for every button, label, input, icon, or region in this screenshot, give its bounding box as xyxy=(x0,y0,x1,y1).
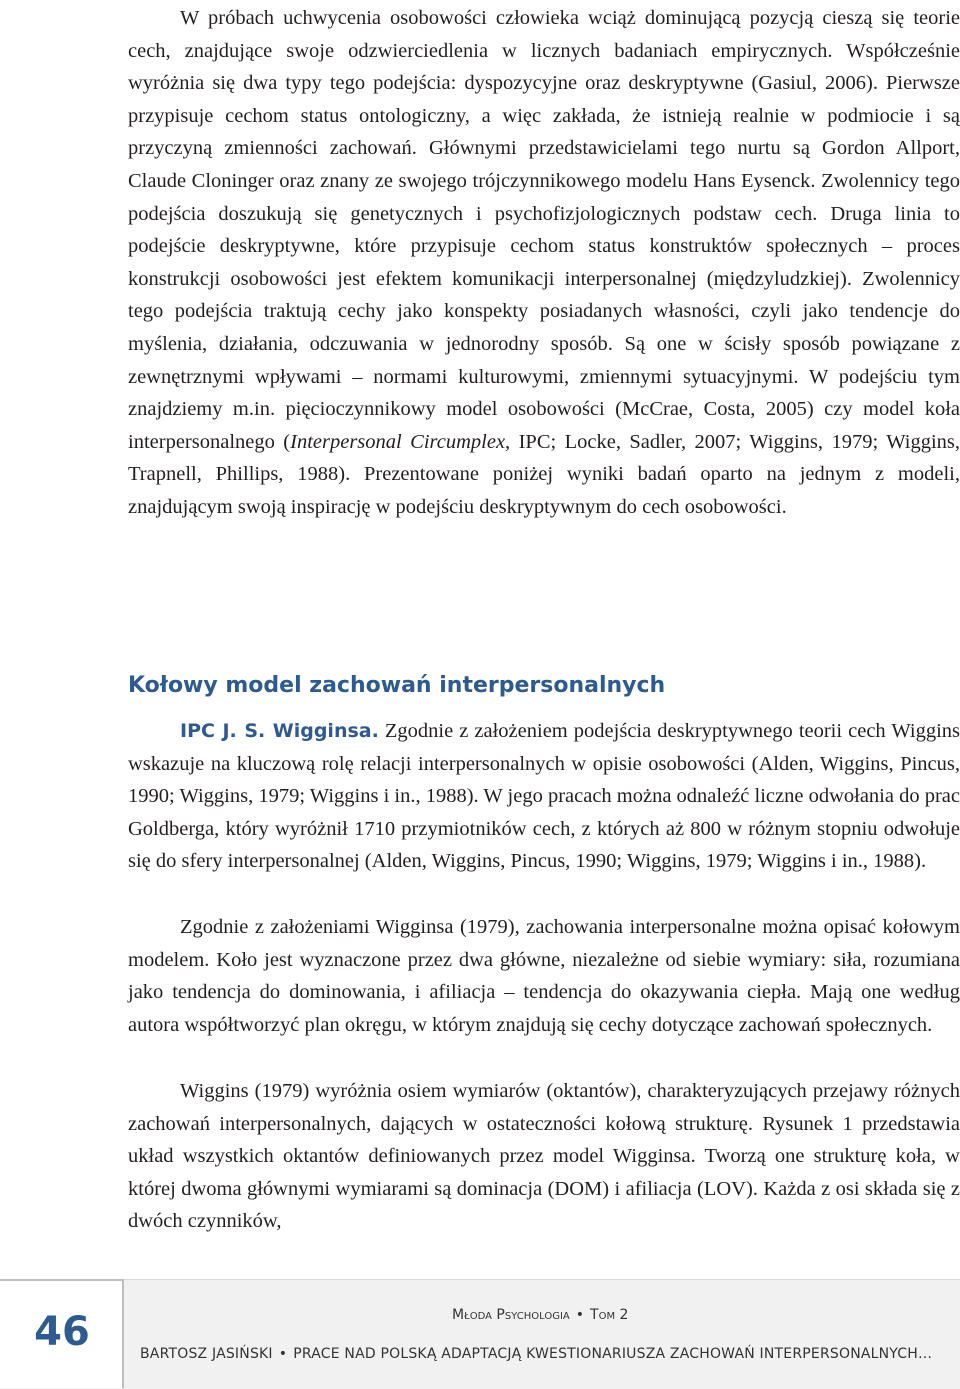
separator-dot: • xyxy=(575,1307,585,1323)
body-paragraph-2 xyxy=(128,715,960,878)
running-author: BARTOSZ JASIŃSKI xyxy=(140,1346,273,1362)
journal-volume: Tom 2 xyxy=(590,1307,629,1323)
journal-line xyxy=(452,1307,628,1323)
body-paragraph-3: Zgodnie z założeniami Wigginsa (1979), zachowania interpersonalne można opisać kołowym modelem. Koło jest wyznaczone przez dwa główne, niezależne od siebie wymiary: siła, rozumiana jako tendencja do dominowania, i afiliacja – tendencja do okazywania ciepła. Mają one według autora współtworzyć plan okręgu, w którym znajdują się cechy dotyczące zachowań społecznych. xyxy=(128,916,960,1036)
separator-dot: • xyxy=(278,1346,288,1362)
paragraph-text-end: , IPC; Locke, Sadler, 2007; Wiggins, 1979; Wiggins, Trapnell, Phillips, 1988). Prezentowane poniżej wyniki badań oparto na jednym z modeli, znajdującym swoją inspirację w podejściu deskryptywnym do cech osobowości. xyxy=(128,430,960,518)
italic-term: Interpersonal Circumplex xyxy=(290,430,506,453)
page-number: 46 xyxy=(34,1309,90,1355)
page-footer xyxy=(0,1279,960,1388)
section-heading: Kołowy model zachowań interpersonalnych xyxy=(128,673,666,698)
paragraph-text: W próbach uchwycenia osobowości człowieka wciąż dominującą pozycją cieszą się teorie cech, znajdujące swoje odzwierciedlenia w licznych badaniach empirycznych. Współcześnie wyróżnia się dwa typy tego podejścia: dyspozycyjne oraz deskryptywne (Gasiul, 2006). Pierwsze przypisuje cechom status ontologiczny, a więc zakłada, że istnieją realnie w podmiocie i są przyczyną zmienności zachowań. Głównymi przedstawicielami tego nurtu są Gordon Allport, Claude Cloninger oraz znany ze swojego trójczynnikowego modelu Hans Eysenck. Zwolennicy tego podejścia doszukują się genetycznych i psychofizjologicznych podstaw cech. Druga linia to podejście deskryptywne, które przypisuje cechom status konstruktów społecznych – proces konstrukcji osobowości jest efektem komunikacji interpersonalnej (międzyludzkiej). Zwolennicy tego podejścia traktują cechy jako konspekty posiadanych własności, czyli jako tendencje do myślenia, działania, odczuwania w jednorodny sposób. Są one w ścisły sposób powiązane z zewnętrznymi wpływami – normami kulturowymi, zmiennymi sytuacyjnymi. W podejściu tym znajdziemy m.in. pięcioczynnikowy model osobowości (McCrae, Costa, 2005) czy model koła interpersonalnego ( xyxy=(128,7,960,453)
body-paragraph-4: Wiggins (1979) wyróżnia osiem wymiarów (oktantów), charakteryzujących przejawy różnych zachowań interpersonalnych, dających w ostateczności kołową strukturę. Rysunek 1 przedstawia układ wszystkich oktantów definiowanych przez model Wigginsa. Tworzą one strukturę koła, w której dwoma głównymi wymiarami są dominacja (DOM) i afiliacja (LOV). Każda z osi składa się z dwóch czynników, xyxy=(128,1080,960,1233)
page-number-box xyxy=(0,1279,124,1388)
running-title xyxy=(140,1346,932,1362)
footer-band-background xyxy=(0,1279,960,1389)
journal-name: Młoda Psychologia xyxy=(452,1307,570,1323)
running-article-title: PRACE NAD POLSKĄ ADAPTACJĄ KWESTIONARIUSZA ZACHOWAŃ INTERPERSONALNYCH… xyxy=(293,1346,933,1362)
body-paragraph-1 xyxy=(128,2,960,524)
run-in-heading: IPC J. S. Wigginsa. xyxy=(180,720,379,742)
paragraph-text: Zgodnie z założeniem podejścia deskryptywnego teorii cech Wiggins wskazuje na kluczową rolę relacji interpersonalnych w opisie osobowości (Alden, Wiggins, Pincus, 1990; Wiggins, 1979; Wiggins i in., 1988). W jego pracach można odnaleźć liczne odwołania do prac Goldberga, który wyróżnił 1710 przymiotników cech, z których aż 800 w różnym stopniu odwołuje się do sfery interpersonalnej (Alden, Wiggins, Pincus, 1990; Wiggins, 1979; Wiggins i in., 1988). xyxy=(128,720,960,873)
